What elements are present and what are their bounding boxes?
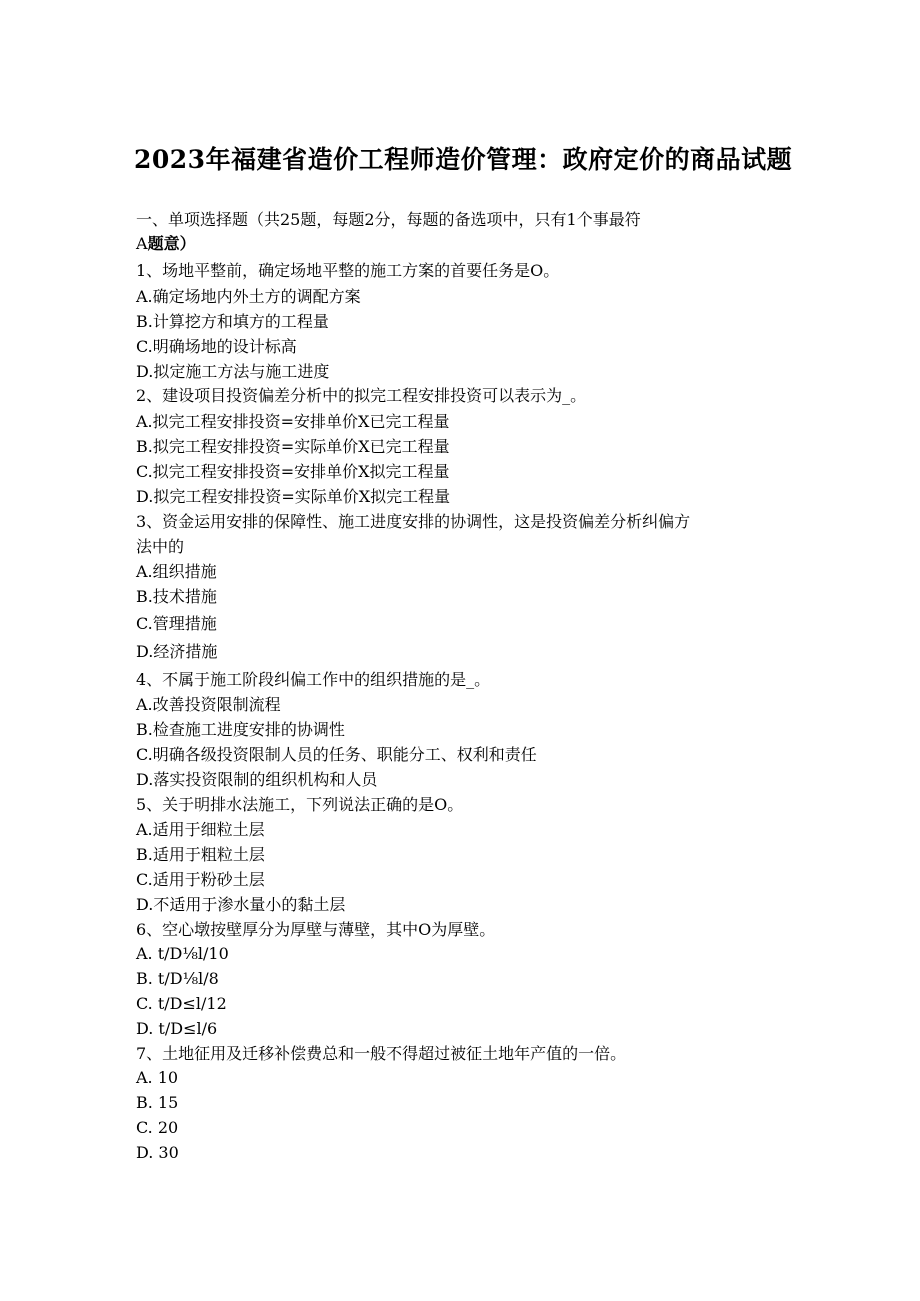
question-1-option-b: B.计算挖方和填方的工程量 bbox=[136, 312, 329, 331]
question-7-stem: 7、土地征用及迁移补偿费总和一般不得超过被征土地年产值的一倍。 bbox=[136, 1044, 627, 1063]
section-heading-prefix: A bbox=[136, 234, 148, 253]
question-6-option-a: A. t/D⅛l/10 bbox=[136, 944, 229, 963]
question-4-option-d: D.落实投资限制的组织机构和人员 bbox=[136, 770, 378, 789]
question-5-stem: 5、关于明排水法施工，下列说法正确的是O。 bbox=[136, 795, 464, 814]
question-7-option-b: B. 15 bbox=[136, 1093, 179, 1112]
question-2-option-d: D.拟完工程安排投资=实际单价X拟完工程量 bbox=[136, 487, 451, 506]
question-6-option-c: C. t/D≤l/12 bbox=[136, 994, 227, 1013]
question-4-option-b: B.检查施工进度安排的协调性 bbox=[136, 720, 345, 739]
question-5-option-c: C.适用于粉砂土层 bbox=[136, 870, 265, 889]
question-1-option-d: D.拟定施工方法与施工进度 bbox=[136, 362, 330, 381]
question-2-option-c: C.拟完工程安排投资=安排单价X拟完工程量 bbox=[136, 462, 450, 481]
document-title: 2023年福建省造价工程师造价管理：政府定价的商品试题 bbox=[134, 145, 793, 174]
question-3-stem-continued: 法中的 bbox=[136, 537, 185, 556]
question-2-stem: 2、建设项目投资偏差分析中的拟完工程安排投资可以表示为_。 bbox=[136, 386, 587, 405]
question-1-option-c: C.明确场地的设计标高 bbox=[136, 337, 297, 356]
question-3-option-b: B.技术措施 bbox=[136, 587, 217, 606]
question-5-option-d: D.不适用于渗水量小的黏土层 bbox=[136, 895, 346, 914]
question-3-stem: 3、资金运用安排的保障性、施工进度安排的协调性，这是投资偏差分析纠偏方 bbox=[136, 512, 691, 531]
question-2-option-b: B.拟完工程安排投资=实际单价X已完工程量 bbox=[136, 437, 450, 456]
question-7-option-d: D. 30 bbox=[136, 1143, 179, 1162]
section-heading-line2 bbox=[136, 236, 196, 252]
question-1-option-a: A.确定场地内外土方的调配方案 bbox=[136, 287, 361, 306]
section-heading-suffix: 题意） bbox=[147, 234, 196, 253]
question-6-option-b: B. t/D⅛l/8 bbox=[136, 969, 219, 988]
question-2-option-a: A.拟完工程安排投资=安排单价X已完工程量 bbox=[136, 412, 450, 431]
question-3-option-a: A.组织措施 bbox=[136, 562, 217, 581]
question-4-option-c: C.明确各级投资限制人员的任务、职能分工、权利和责任 bbox=[136, 745, 537, 764]
section-heading-line1: 一、单项选择题（共25题，每题2分，每题的备选项中，只有1个事最符 bbox=[136, 210, 641, 229]
question-7-option-a: A. 10 bbox=[136, 1068, 179, 1087]
question-3-option-d: D.经济措施 bbox=[136, 642, 218, 661]
question-4-stem: 4、不属于施工阶段纠偏工作中的组织措施的是_。 bbox=[136, 670, 491, 689]
question-7-option-c: C. 20 bbox=[136, 1118, 179, 1137]
question-5-option-a: A.适用于细粒土层 bbox=[136, 820, 265, 839]
question-6-option-d: D. t/D≤l/6 bbox=[136, 1019, 218, 1038]
question-6-stem: 6、空心墩按壁厚分为厚壁与薄壁，其中O为厚壁。 bbox=[136, 920, 496, 939]
question-5-option-b: B.适用于粗粒土层 bbox=[136, 845, 265, 864]
question-4-option-a: A.改善投资限制流程 bbox=[136, 695, 281, 714]
question-1-stem: 1、场地平整前，确定场地平整的施工方案的首要任务是O。 bbox=[136, 261, 560, 280]
question-3-option-c: C.管理措施 bbox=[136, 614, 217, 633]
